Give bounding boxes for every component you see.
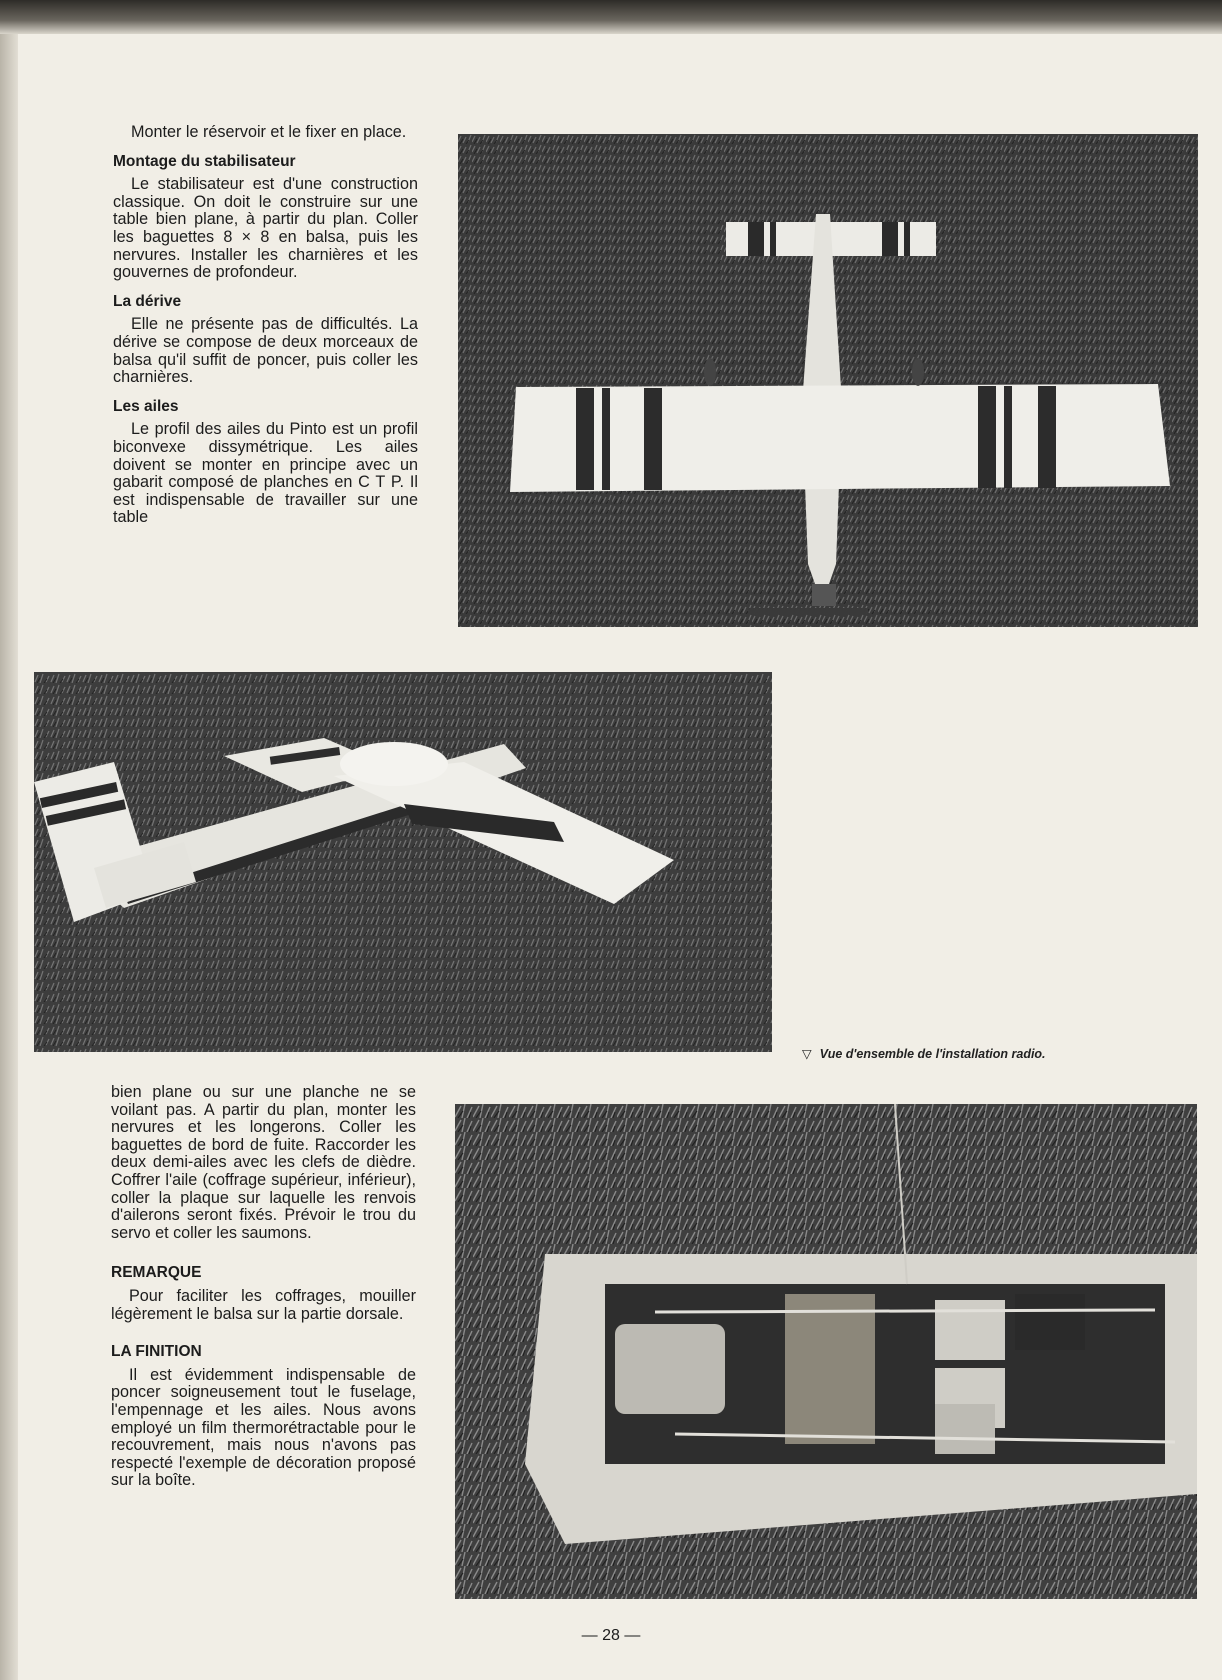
photo-radio-installation: [455, 1104, 1197, 1599]
page-top-shadow: [0, 0, 1222, 34]
paragraph-finition: Il est évidemment indispensable de poncer soigneusement tout le fuselage, l'empennage et les ailes. Nous avons employé un film thermorétractable pour le recouvrement, mais nous n'avons pas respecté l'exemple de décoration proposé sur la boîte.: [111, 1365, 416, 1490]
photo-plane-three-quarter-view: [34, 672, 772, 1052]
continuation-paragraph: bien plane ou sur une planche ne se voilant pas. A partir du plan, monter les nervures et les longerons. Coller les baguettes de bord de fuite. Raccorder les deux demi-ailes avec les clefs de dièdre. Coffrer l'aile (coffrage supérieur, inférieur), coller la plaque sur laquelle les renvois d'ailerons seront fixés. Prévoir le trou du servo et coller les saumons.: [111, 1083, 416, 1242]
heading-derive: La dérive: [113, 292, 182, 310]
paragraph-stabilisateur: Le stabilisateur est d'une construction classique. On doit le construire sur une table bien plane, à partir du plan. Coller les baguettes 8 × 8 en balsa, puis les nervures. Installer les charnières et les gouvernes de profondeur.: [113, 175, 418, 282]
photo-caption: [802, 1046, 1202, 1061]
caption-text: Vue d'ensemble de l'installation radio.: [819, 1047, 1046, 1061]
page-number: — 28 —: [581, 1627, 641, 1644]
heading-stabilisateur: Montage du stabilisateur: [113, 152, 296, 170]
photo-plane-top-view: [458, 134, 1198, 627]
heading-finition: LA FINITION: [111, 1343, 202, 1361]
intro-paragraph: Monter le réservoir et le fixer en place.: [131, 123, 407, 141]
text-column-top: [113, 124, 418, 538]
page-binding-edge: [0, 34, 18, 1680]
text-column-bottom: [111, 1084, 416, 1501]
heading-remarque: REMARQUE: [111, 1264, 202, 1282]
paragraph-ailes: Le profil des ailes du Pinto est un profil biconvexe dissymétrique. Les ailes doivent se monter en principe avec un gabarit composé de planches en C T P. Il est indispensable de travailler sur une table: [113, 420, 418, 527]
heading-ailes: Les ailes: [113, 397, 179, 415]
caption-marker-icon: ▽: [802, 1047, 812, 1061]
paragraph-remarque: Pour faciliter les coffrages, mouiller légèrement le balsa sur la partie dorsale.: [111, 1286, 416, 1323]
paragraph-derive: Elle ne présente pas de difficultés. La dérive se compose de deux morceaux de balsa qu'il suffit de poncer, puis coller les charnières.: [113, 315, 418, 387]
